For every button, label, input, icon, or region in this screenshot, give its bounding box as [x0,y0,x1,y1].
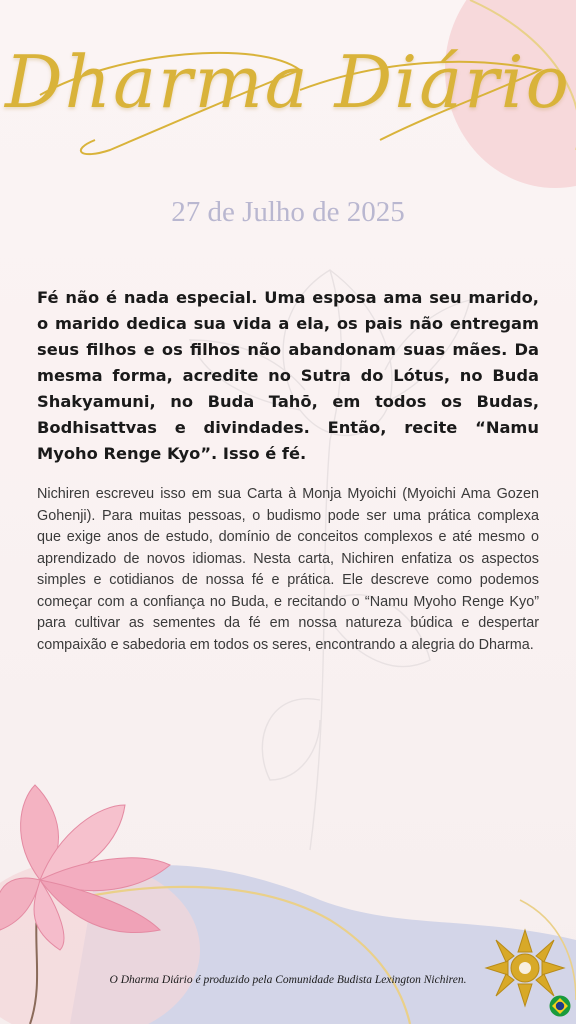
page-title: Dharma Diário [5,40,571,124]
gosho-quote: Fé não é nada especial. Uma esposa ama seu marido, o marido dedica sua vida a ela, os pais não entregam seus filhos e os filhos não abandonam suas mães. Da mesma forma, acredite no Sutra do Lótus, no Buda Shakyamuni, no Buda Tahō, em todos os Budas, Bodhisattvas e divindades. Então, recite “Namu Myoho Renge Kyo”. Isso é fé. [37,288,539,463]
footer-credit: O Dharma Diário é produzido pela Comunidade Budista Lexington Nichiren. [109,974,467,986]
brazil-flag-icon [549,995,571,1017]
date: 27 de Julho de 2025 [171,196,405,228]
lotus-flower-icon [0,780,200,1024]
title-flourish [0,0,576,200]
commentary-text: Nichiren escreveu isso em sua Carta à Monja Myoichi (Myoichi Ama Gozen Gohenji). Para muitas pessoas, o budismo pode ser uma prática complexa que exige anos de estudo, domínio de conceitos complexos e até mesmo o aprendizado de novos idiomas. Nesta carta, Nichiren enfatiza os aspectos simples e cotidianos de nossa fé e prática. Ele descreve como podemos começar com a confiança no Buda, e recitando o “Namu Myoho Renge Kyo” para cultivar as sementes da fé em nossa natureza búdica e despertar compaixão e sabedoria em todos os seres, encontrando a alegria do Dharma. [37,486,539,653]
